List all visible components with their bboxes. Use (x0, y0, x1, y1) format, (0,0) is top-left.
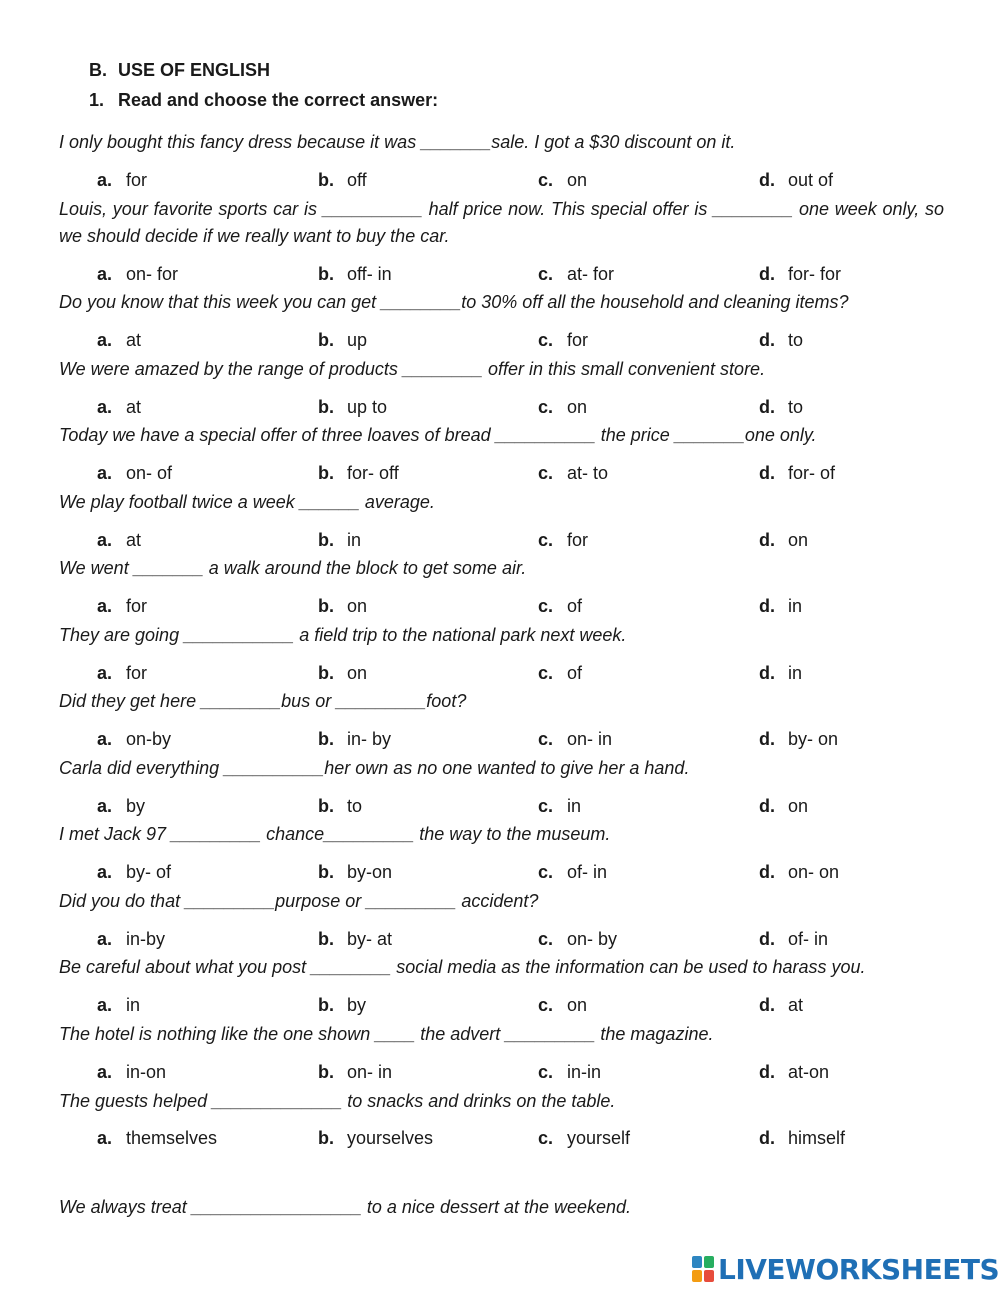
answer-option-c[interactable] (538, 929, 617, 950)
answer-option-d[interactable] (759, 1062, 829, 1083)
option-letter: d. (759, 663, 775, 683)
answer-option-d[interactable] (759, 463, 835, 484)
option-letter: c. (538, 264, 554, 284)
answer-option-a[interactable] (97, 1062, 166, 1083)
option-text: by (126, 796, 146, 816)
option-text: at (126, 330, 142, 350)
answer-option-c[interactable] (538, 1062, 601, 1083)
question-text: Did they get here ________bus or _________foot? (59, 691, 467, 711)
option-text: in (347, 530, 362, 550)
question-text: Do you know that this week you can get ________to 30% off all the household and cleaning items? (59, 292, 849, 312)
answer-option-c[interactable] (538, 170, 587, 191)
option-letter: a. (97, 796, 113, 816)
answer-option-d[interactable] (759, 663, 802, 684)
answer-option-b[interactable] (318, 862, 392, 883)
option-letter: b. (318, 862, 334, 882)
option-letter: a. (97, 330, 113, 350)
option-text: yourselves (347, 1128, 434, 1148)
answer-option-c[interactable] (538, 330, 588, 351)
option-text: on-by (126, 729, 172, 749)
option-letter: c. (538, 330, 554, 350)
option-letter: d. (759, 1128, 775, 1148)
option-text: yourself (567, 1128, 631, 1148)
answer-option-a[interactable] (97, 729, 171, 750)
option-letter: d. (759, 264, 775, 284)
task-heading (89, 90, 438, 111)
option-letter: c. (538, 1062, 554, 1082)
answer-options (0, 1062, 1000, 1086)
option-letter: a. (97, 264, 113, 284)
logo-mark-icon (692, 1256, 714, 1282)
answer-option-a[interactable] (97, 862, 171, 883)
option-letter: b. (318, 530, 334, 550)
option-letter: b. (318, 995, 334, 1015)
answer-option-d[interactable] (759, 729, 838, 750)
option-letter: a. (97, 929, 113, 949)
answer-option-b[interactable] (318, 463, 399, 484)
option-letter: a. (97, 862, 113, 882)
answer-options (0, 463, 1000, 487)
option-letter: d. (759, 170, 775, 190)
option-text: on (788, 530, 809, 550)
option-text: on- of (126, 463, 173, 483)
option-text: on (788, 796, 809, 816)
option-letter: d. (759, 929, 775, 949)
option-text: for (567, 330, 589, 350)
answer-option-d[interactable] (759, 264, 841, 285)
option-text: at (126, 397, 142, 417)
option-text: on- by (567, 929, 618, 949)
option-letter: a. (97, 663, 113, 683)
option-text: in (126, 995, 141, 1015)
answer-option-a[interactable] (97, 663, 147, 684)
option-letter: c. (538, 796, 554, 816)
option-text: off- in (347, 264, 392, 284)
question-text: They are going ___________ a field trip to the national park next week. (59, 625, 627, 645)
answer-option-b[interactable] (318, 596, 367, 617)
option-text: for- for (788, 264, 842, 284)
answer-options (0, 995, 1000, 1019)
question-text: We went _______ a walk around the block to get some air. (59, 558, 527, 578)
option-letter: a. (97, 729, 113, 749)
option-text: on (567, 995, 588, 1015)
option-letter: c. (538, 170, 554, 190)
option-letter: b. (318, 463, 334, 483)
answer-option-d[interactable] (759, 1128, 845, 1149)
option-letter: d. (759, 1062, 775, 1082)
option-text: for (126, 170, 148, 190)
option-text: off (347, 170, 367, 190)
answer-option-b[interactable] (318, 530, 361, 551)
option-text: of (567, 663, 583, 683)
option-text: for (126, 663, 148, 683)
question-text: Louis, your favorite sports car is __________ half price now. This special offer is ________ one week only, so we should decide if we really want to buy the car. (59, 199, 944, 246)
option-letter: d. (759, 995, 775, 1015)
option-text: on- in (567, 729, 613, 749)
option-letter: c. (538, 530, 554, 550)
answer-option-c[interactable] (538, 264, 614, 285)
question-text: The guests helped _____________ to snacks and drinks on the table. (59, 1091, 616, 1111)
answer-option-d[interactable] (759, 596, 802, 617)
answer-options (0, 170, 1000, 194)
answer-options (0, 397, 1000, 421)
option-letter: c. (538, 862, 554, 882)
option-letter: b. (318, 264, 334, 284)
option-letter: b. (318, 1062, 334, 1082)
option-text: for (126, 596, 148, 616)
option-text: on (347, 663, 368, 683)
answer-option-c[interactable] (538, 530, 588, 551)
option-letter: b. (318, 170, 334, 190)
answer-option-b[interactable] (318, 264, 392, 285)
answer-option-b[interactable] (318, 397, 387, 418)
option-text: in- by (347, 729, 392, 749)
option-text: on- on (788, 862, 840, 882)
option-letter: c. (538, 995, 554, 1015)
answer-options (0, 729, 1000, 753)
question-text: I only bought this fancy dress because it was _______sale. I got a $30 discount on it. (59, 132, 736, 152)
option-text: for- of (788, 463, 836, 483)
answer-option-b[interactable] (318, 796, 362, 817)
option-text: on (347, 596, 368, 616)
option-text: by- at (347, 929, 393, 949)
answer-options (0, 929, 1000, 953)
option-letter: b. (318, 596, 334, 616)
answer-option-c[interactable] (538, 995, 587, 1016)
question-text: Be careful about what you post ________ social media as the information can be used to harass you. (59, 957, 866, 977)
option-text: of- in (567, 862, 608, 882)
option-letter: d. (759, 397, 775, 417)
answer-option-d[interactable] (759, 995, 803, 1016)
answer-option-a[interactable] (97, 170, 147, 191)
option-letter: a. (97, 995, 113, 1015)
task-number: 1. (89, 90, 105, 110)
answer-option-a[interactable] (97, 796, 145, 817)
answer-option-a[interactable] (97, 264, 178, 285)
option-letter: b. (318, 330, 334, 350)
answer-options (0, 1128, 1000, 1152)
answer-options (0, 264, 1000, 288)
option-text: in (788, 596, 803, 616)
answer-option-c[interactable] (538, 796, 581, 817)
question-text: We were amazed by the range of products ________ offer in this small convenient store. (59, 359, 766, 379)
option-text: himself (788, 1128, 846, 1148)
option-text: by (347, 995, 367, 1015)
option-letter: b. (318, 729, 334, 749)
question-text: The hotel is nothing like the one shown ____ the advert _________ the magazine. (59, 1024, 714, 1044)
option-text: in-in (567, 1062, 602, 1082)
option-text: in (788, 663, 803, 683)
option-letter: a. (97, 530, 113, 550)
answer-option-a[interactable] (97, 995, 140, 1016)
question-text: We play football twice a week ______ average. (59, 492, 435, 512)
option-text: in (567, 796, 582, 816)
option-letter: a. (97, 596, 113, 616)
option-text: themselves (126, 1128, 218, 1148)
option-letter: c. (538, 397, 554, 417)
option-text: in-by (126, 929, 166, 949)
option-letter: b. (318, 663, 334, 683)
answer-options (0, 862, 1000, 886)
answer-option-d[interactable] (759, 530, 808, 551)
answer-option-c[interactable] (538, 1128, 630, 1149)
answer-option-a[interactable] (97, 330, 141, 351)
option-text: out of (788, 170, 834, 190)
answer-option-b[interactable] (318, 663, 367, 684)
question-text: Today we have a special offer of three loaves of bread __________ the price _______one only. (59, 425, 817, 445)
option-text: for- off (347, 463, 399, 483)
answer-option-c[interactable] (538, 463, 608, 484)
answer-option-d[interactable] (759, 330, 803, 351)
question-text: I met Jack 97 _________ chance_________ the way to the museum. (59, 824, 611, 844)
answer-option-c[interactable] (538, 596, 582, 617)
option-letter: c. (538, 663, 554, 683)
answer-option-a[interactable] (97, 1128, 217, 1149)
answer-option-c[interactable] (538, 729, 612, 750)
option-text: in-on (126, 1062, 167, 1082)
section-letter: B. (89, 60, 107, 80)
option-text: for (567, 530, 589, 550)
answer-option-b[interactable] (318, 995, 366, 1016)
option-text: to (788, 397, 804, 417)
option-letter: c. (538, 596, 554, 616)
option-letter: d. (759, 862, 775, 882)
answer-options (0, 530, 1000, 554)
answer-option-b[interactable] (318, 330, 367, 351)
answer-option-d[interactable] (759, 929, 828, 950)
option-letter: d. (759, 596, 775, 616)
option-text: on (567, 397, 588, 417)
answer-option-b[interactable] (318, 929, 392, 950)
option-letter: a. (97, 170, 113, 190)
task-title: Read and choose the correct answer: (118, 90, 439, 110)
answer-option-d[interactable] (759, 862, 839, 883)
question-text-final: We always treat _________________ to a nice dessert at the weekend. (59, 1197, 632, 1217)
option-text: by- on (788, 729, 839, 749)
option-letter: b. (318, 929, 334, 949)
answer-options (0, 596, 1000, 620)
option-text: on- in (347, 1062, 393, 1082)
option-letter: b. (318, 1128, 334, 1148)
option-letter: d. (759, 330, 775, 350)
answer-option-a[interactable] (97, 929, 165, 950)
option-text: at (126, 530, 142, 550)
section-heading (89, 60, 270, 81)
liveworksheets-logo (692, 1253, 1000, 1286)
answer-option-a[interactable] (97, 596, 147, 617)
logo-text: LIVEWORKSHEETS (718, 1253, 1000, 1286)
option-letter: b. (318, 796, 334, 816)
answer-options (0, 796, 1000, 820)
answer-option-b[interactable] (318, 1128, 433, 1149)
answer-option-c[interactable] (538, 862, 607, 883)
answer-option-c[interactable] (538, 663, 582, 684)
option-text: at-on (788, 1062, 830, 1082)
option-text: on (567, 170, 588, 190)
answer-option-a[interactable] (97, 463, 172, 484)
option-text: by-on (347, 862, 393, 882)
option-letter: d. (759, 796, 775, 816)
option-text: on- for (126, 264, 179, 284)
option-text: by- of (126, 862, 172, 882)
option-letter: a. (97, 397, 113, 417)
option-letter: c. (538, 929, 554, 949)
answer-options (0, 330, 1000, 354)
answer-option-c[interactable] (538, 397, 587, 418)
option-text: at- to (567, 463, 609, 483)
option-text: up (347, 330, 368, 350)
answer-option-d[interactable] (759, 796, 808, 817)
option-letter: c. (538, 729, 554, 749)
option-text: to (347, 796, 363, 816)
option-letter: a. (97, 463, 113, 483)
option-text: of (567, 596, 583, 616)
option-letter: d. (759, 729, 775, 749)
answer-option-a[interactable] (97, 530, 141, 551)
answer-options (0, 663, 1000, 687)
answer-option-d[interactable] (759, 170, 833, 191)
option-letter: c. (538, 1128, 554, 1148)
option-letter: d. (759, 463, 775, 483)
option-text: to (788, 330, 804, 350)
option-text: at (788, 995, 804, 1015)
answer-option-d[interactable] (759, 397, 803, 418)
option-letter: a. (97, 1062, 113, 1082)
option-text: of- in (788, 929, 829, 949)
option-letter: b. (318, 397, 334, 417)
option-letter: a. (97, 1128, 113, 1148)
option-text: up to (347, 397, 388, 417)
answer-option-b[interactable] (318, 170, 367, 191)
option-letter: d. (759, 530, 775, 550)
answer-option-a[interactable] (97, 397, 141, 418)
answer-option-b[interactable] (318, 1062, 392, 1083)
question-text: Carla did everything __________her own as no one wanted to give her a hand. (59, 758, 690, 778)
option-letter: c. (538, 463, 554, 483)
section-title: USE OF ENGLISH (118, 60, 271, 80)
question-text: Did you do that _________purpose or _________ accident? (59, 891, 539, 911)
option-text: at- for (567, 264, 615, 284)
answer-option-b[interactable] (318, 729, 391, 750)
